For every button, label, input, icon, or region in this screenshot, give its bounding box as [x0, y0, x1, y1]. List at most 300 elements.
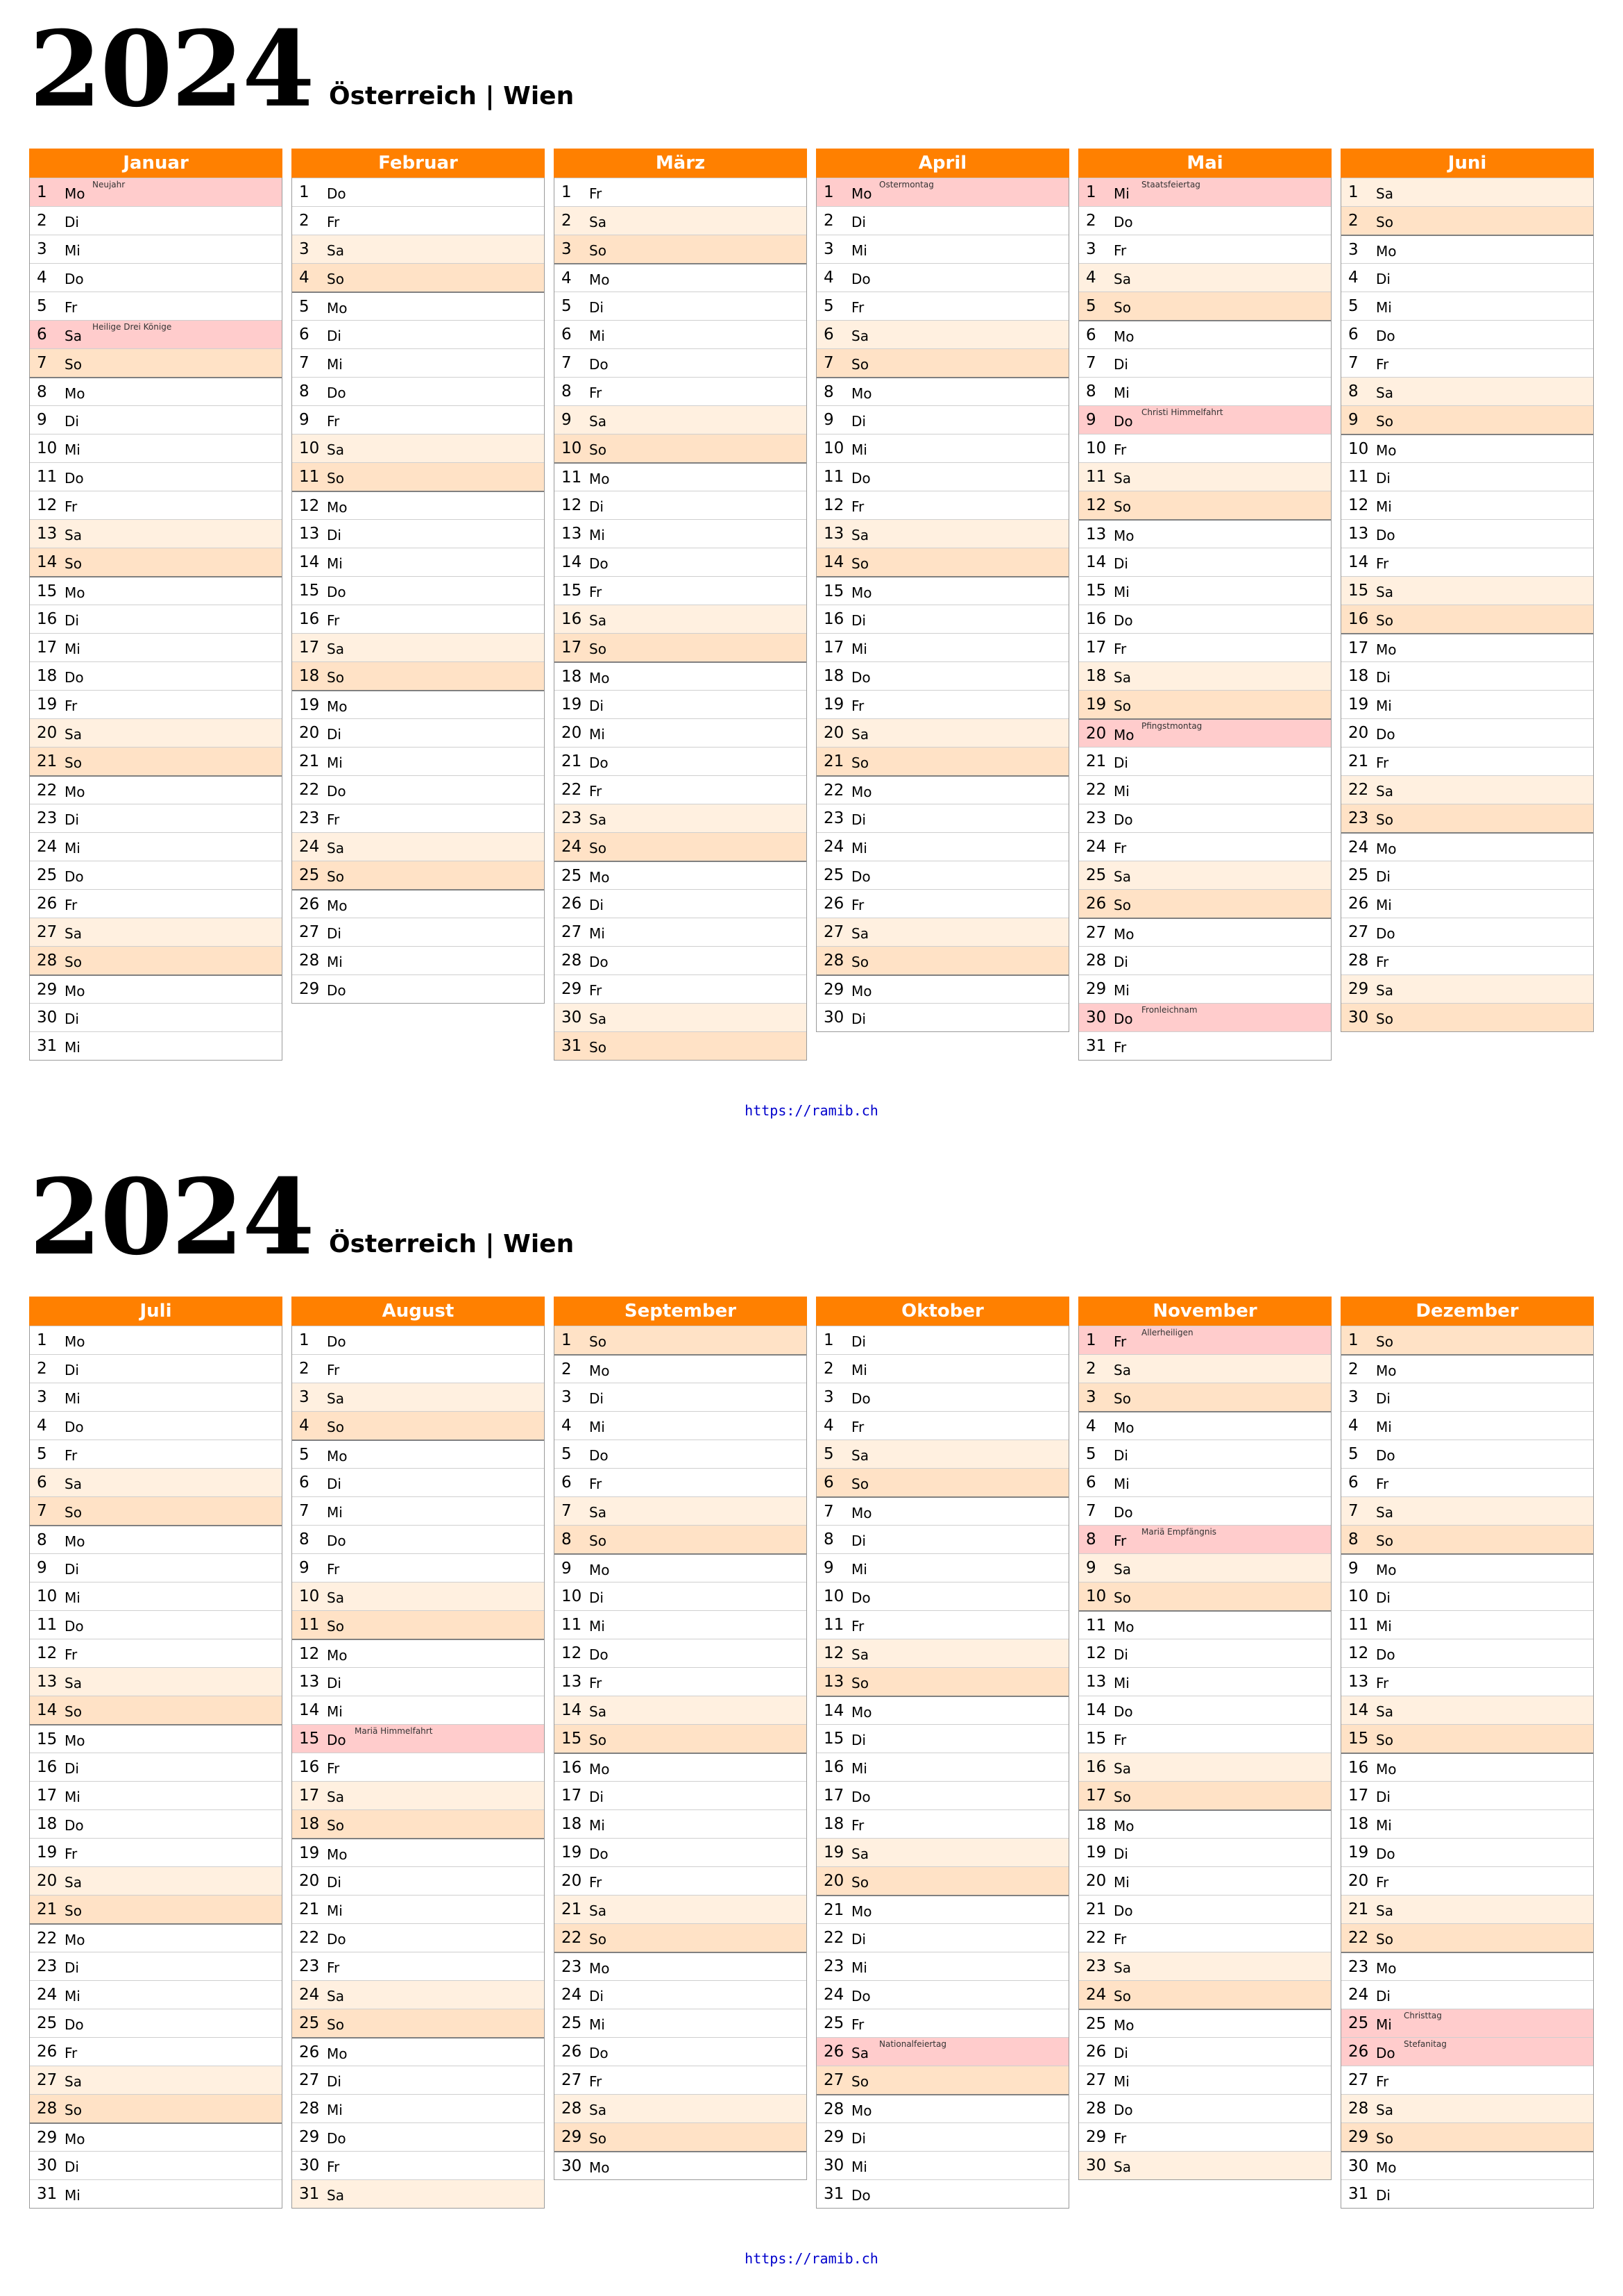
day-row [554, 1667, 806, 1696]
day-number: 27 [561, 2071, 582, 2089]
weekday-label: Fr [1376, 1675, 1389, 1691]
month-header: April [816, 149, 1069, 178]
weekday-label: Mo [1376, 641, 1397, 658]
day-number: 5 [1086, 297, 1096, 315]
day-number: 24 [299, 1986, 320, 2004]
day-number: 31 [1086, 1037, 1107, 1055]
weekday-label: Sa [65, 328, 82, 344]
day-number: 2 [37, 212, 47, 230]
day-number: 12 [1348, 1644, 1369, 1662]
day-number: 31 [37, 2185, 58, 2203]
weekday-label: Mi [589, 328, 605, 344]
weekday-label: Mo [65, 784, 85, 800]
day-number: 7 [561, 1502, 572, 1520]
day-row [30, 434, 282, 462]
day-row [292, 832, 544, 861]
weekday-label: Fr [851, 897, 865, 913]
weekday-label: Sa [65, 1675, 82, 1691]
day-number: 13 [824, 525, 844, 543]
weekday-label: Di [1114, 1846, 1128, 1862]
day-number: 17 [1348, 639, 1369, 657]
day-number: 9 [1348, 411, 1359, 429]
weekday-label: Mo [327, 300, 348, 316]
day-number: 5 [1086, 1445, 1096, 1463]
day-number: 28 [299, 952, 320, 970]
day-number: 23 [1086, 809, 1107, 827]
day-row [1079, 1952, 1331, 1980]
day-row [554, 292, 806, 320]
day-row [817, 519, 1069, 548]
day-row [1079, 861, 1331, 889]
weekday-label: Sa [851, 328, 869, 344]
day-number: 17 [37, 639, 58, 657]
day-number: 5 [824, 1445, 834, 1463]
day-list [291, 1326, 545, 2209]
month-header: Dezember [1341, 1297, 1594, 1326]
day-number: 3 [561, 240, 572, 258]
day-number: 3 [1086, 240, 1096, 258]
weekday-label: So [65, 1703, 82, 1720]
weekday-label: Mo [851, 983, 872, 999]
weekday-label: Mo [65, 1732, 85, 1749]
weekday-label: Di [327, 1476, 341, 1492]
day-row [292, 1440, 544, 1468]
month-2 [554, 149, 807, 1061]
day-number: 4 [299, 1417, 309, 1435]
day-row [554, 348, 806, 377]
month-header: Mai [1078, 149, 1332, 178]
weekday-label: So [589, 840, 606, 856]
holiday-name: Heilige Drei Könige [92, 322, 172, 332]
day-row [817, 1440, 1069, 1468]
weekday-label: Mo [65, 1333, 85, 1350]
weekday-label: Mi [65, 1589, 80, 1606]
day-row [292, 1952, 544, 1980]
day-row [1341, 1696, 1593, 1724]
day-row [1341, 405, 1593, 434]
day-row [30, 519, 282, 548]
month-4 [1078, 149, 1332, 1061]
day-number: 7 [1086, 1502, 1096, 1520]
day-number: 8 [37, 383, 47, 401]
day-number: 20 [824, 1872, 844, 1890]
day-number: 2 [37, 1360, 47, 1378]
day-number: 9 [37, 1559, 47, 1577]
day-number: 8 [1086, 382, 1096, 400]
footer-link[interactable]: https://ramib.ch [745, 2250, 878, 2267]
day-number: 24 [824, 838, 844, 856]
day-row [30, 1724, 282, 1753]
day-number: 25 [824, 866, 844, 884]
weekday-label: So [1114, 1390, 1131, 1407]
day-row [1341, 1496, 1593, 1525]
day-number: 13 [37, 1673, 58, 1691]
day-number: 11 [824, 468, 844, 486]
day-row [1341, 519, 1593, 548]
day-row [1079, 292, 1331, 320]
day-row [1341, 1582, 1593, 1610]
weekday-label: Mo [327, 698, 348, 715]
day-number: 10 [1348, 440, 1369, 458]
day-number: 25 [1086, 866, 1107, 884]
day-list [29, 178, 282, 1061]
day-number: 16 [37, 610, 58, 628]
day-number: 26 [561, 895, 582, 913]
weekday-label: Fr [65, 1646, 78, 1663]
day-row [817, 1980, 1069, 2009]
day-row [1079, 1525, 1331, 1553]
day-number: 18 [1086, 1816, 1107, 1834]
day-row [1341, 946, 1593, 974]
weekday-label: So [851, 1675, 869, 1691]
day-number: 28 [37, 952, 58, 970]
day-row [1079, 2066, 1331, 2094]
day-number: 29 [37, 2129, 58, 2147]
day-number: 26 [561, 2043, 582, 2061]
day-row [292, 2009, 544, 2037]
weekday-label: Mo [65, 385, 85, 402]
day-number: 3 [299, 240, 309, 258]
day-number: 12 [37, 496, 58, 514]
weekday-label: Mo [851, 1903, 872, 1920]
day-number: 2 [299, 212, 309, 230]
day-list [291, 178, 545, 1004]
day-row [30, 804, 282, 832]
weekday-label: Fr [1114, 1333, 1127, 1350]
weekday-label: Mi [1376, 498, 1392, 515]
weekday-label: Sa [65, 527, 82, 543]
weekday-label: Do [327, 1533, 346, 1549]
day-number: 13 [824, 1673, 844, 1691]
day-row [1079, 605, 1331, 633]
weekday-label: Di [1376, 470, 1391, 487]
day-number: 20 [1348, 724, 1369, 742]
day-row [1079, 206, 1331, 235]
day-number: 29 [561, 980, 582, 998]
weekday-label: Di [1376, 868, 1391, 885]
weekday-label: Mo [1114, 727, 1135, 743]
weekday-label: So [851, 954, 869, 970]
day-number: 14 [299, 1701, 320, 1719]
day-row [1079, 2122, 1331, 2151]
day-number: 8 [37, 1531, 47, 1549]
weekday-label: Mo [589, 471, 610, 487]
weekday-label: Mi [65, 441, 80, 458]
day-number: 18 [299, 667, 320, 685]
day-row [817, 974, 1069, 1003]
weekday-label: Di [65, 214, 79, 230]
day-row [554, 1838, 806, 1866]
weekday-label: Di [1114, 954, 1128, 970]
day-number: 9 [1348, 1560, 1359, 1578]
month-4 [1078, 1297, 1332, 2180]
weekday-label: Mi [1114, 1675, 1130, 1691]
weekday-label: So [589, 242, 606, 259]
day-row [292, 633, 544, 661]
day-number: 4 [824, 1417, 834, 1435]
day-row [554, 2037, 806, 2066]
day-number: 22 [299, 1929, 320, 1947]
day-number: 20 [824, 724, 844, 742]
day-number: 15 [37, 582, 58, 600]
day-row [1341, 1411, 1593, 1440]
day-row [292, 377, 544, 405]
day-row [1079, 1809, 1331, 1838]
day-row [554, 1411, 806, 1440]
weekday-label: Di [851, 1931, 866, 1948]
day-number: 27 [1086, 2071, 1107, 2089]
day-number: 22 [561, 1929, 582, 1947]
day-number: 18 [824, 667, 844, 685]
month-3 [816, 149, 1069, 1032]
region-subtitle: Österreich | Wien [329, 82, 575, 110]
day-row [1079, 1838, 1331, 1866]
day-number: 14 [1348, 1701, 1369, 1719]
day-number: 12 [37, 1644, 58, 1662]
day-row [554, 1553, 806, 1582]
day-row [1079, 462, 1331, 491]
day-number: 26 [299, 2043, 320, 2061]
weekday-label: Sa [589, 612, 606, 629]
day-row [30, 1809, 282, 1838]
day-number: 26 [824, 895, 844, 913]
day-row [817, 491, 1069, 519]
weekday-label: Mi [65, 1789, 80, 1805]
weekday-label: Sa [851, 925, 869, 942]
weekday-label: So [1376, 2130, 1393, 2147]
day-row [1079, 2037, 1331, 2066]
weekday-label: Fr [1114, 1533, 1127, 1549]
day-number: 5 [299, 1446, 309, 1464]
holiday-name: Fronleichnam [1141, 1005, 1198, 1015]
day-row [30, 1496, 282, 1525]
weekday-label: Mo [589, 1562, 610, 1578]
day-number: 17 [299, 639, 320, 657]
weekday-label: Mo [589, 271, 610, 288]
day-number: 31 [37, 1037, 58, 1055]
day-row [1079, 178, 1331, 206]
weekday-label: Di [1376, 1589, 1391, 1606]
day-row [292, 1496, 544, 1525]
day-row [817, 1923, 1069, 1952]
day-number: 5 [824, 297, 834, 315]
weekday-label: Sa [589, 2102, 606, 2118]
weekday-label: Di [65, 2159, 79, 2175]
weekday-label: Mo [1114, 1419, 1135, 1436]
day-row [817, 576, 1069, 605]
weekday-label: Mo [1114, 1619, 1135, 1635]
weekday-label: Di [1114, 754, 1128, 771]
day-list [1341, 178, 1594, 1032]
weekday-label: Do [327, 1931, 346, 1948]
weekday-label: Sa [1114, 271, 1131, 287]
day-number: 1 [561, 1331, 572, 1349]
day-number: 13 [1348, 1673, 1369, 1691]
day-row [554, 263, 806, 292]
weekday-label: So [327, 1419, 344, 1435]
day-number: 9 [1086, 1559, 1096, 1577]
day-row [30, 1980, 282, 2009]
day-number: 1 [299, 183, 309, 201]
weekday-label: Do [851, 868, 871, 885]
weekday-label: So [65, 954, 82, 970]
day-row [817, 1895, 1069, 1923]
day-number: 15 [561, 582, 582, 600]
weekday-label: Mo [1114, 328, 1135, 345]
day-row [30, 320, 282, 348]
day-number: 31 [1348, 2185, 1369, 2203]
day-row [30, 1866, 282, 1895]
day-row [30, 1525, 282, 1553]
day-number: 8 [1348, 1530, 1359, 1548]
weekday-label: Mo [1114, 2017, 1135, 2034]
weekday-label: Mi [851, 1959, 867, 1976]
day-number: 3 [561, 1388, 572, 1406]
day-number: 24 [37, 838, 58, 856]
day-number: 31 [561, 1037, 582, 1055]
weekday-label: Di [327, 726, 341, 743]
day-row [1341, 2037, 1593, 2066]
weekday-label: So [1376, 1931, 1393, 1948]
weekday-label: So [1376, 1333, 1393, 1350]
day-number: 16 [1086, 1758, 1107, 1776]
day-number: 4 [561, 269, 572, 287]
weekday-label: So [1376, 811, 1393, 828]
day-row [554, 2122, 806, 2151]
day-row [1341, 548, 1593, 576]
weekday-label: So [1114, 1789, 1131, 1805]
day-number: 26 [1348, 2043, 1369, 2061]
day-number: 23 [37, 809, 58, 827]
holiday-name: Allerheiligen [1141, 1328, 1193, 1337]
day-row [1341, 1895, 1593, 1923]
day-number: 3 [37, 1388, 47, 1406]
day-row [1079, 1553, 1331, 1582]
day-list [554, 178, 807, 1061]
day-number: 15 [299, 582, 320, 600]
weekday-label: Mo [1114, 1818, 1135, 1834]
day-number: 10 [1086, 439, 1107, 457]
day-row [30, 832, 282, 861]
day-row [1341, 1952, 1593, 1980]
weekday-label: Fr [589, 2073, 602, 2090]
weekday-label: Mi [851, 1362, 867, 1378]
day-row [30, 861, 282, 889]
day-row [292, 1895, 544, 1923]
day-number: 22 [1086, 1929, 1107, 1947]
day-row [554, 1639, 806, 1667]
weekday-label: Di [65, 811, 79, 828]
day-row [292, 918, 544, 946]
weekday-label: Fr [1376, 954, 1389, 970]
weekday-label: Sa [65, 1476, 82, 1492]
footer-link[interactable]: https://ramib.ch [745, 1102, 878, 1119]
day-number: 27 [824, 923, 844, 941]
weekday-label: Fr [65, 1447, 78, 1464]
day-number: 11 [824, 1616, 844, 1634]
day-number: 28 [561, 952, 582, 970]
day-number: 15 [561, 1730, 582, 1748]
weekday-label: Di [589, 1789, 604, 1805]
weekday-label: Sa [851, 726, 869, 743]
weekday-label: Fr [327, 1561, 340, 1578]
weekday-label: Fr [589, 1476, 602, 1492]
day-row [554, 889, 806, 918]
day-row [30, 2179, 282, 2208]
day-row [1341, 434, 1593, 462]
day-row [554, 2066, 806, 2094]
weekday-label: Mo [1114, 527, 1135, 544]
weekday-label: Do [65, 470, 84, 487]
day-number: 3 [299, 1388, 309, 1406]
weekday-label: Fr [1376, 1476, 1389, 1492]
day-number: 9 [299, 1559, 309, 1577]
day-number: 3 [1348, 241, 1359, 259]
day-number: 15 [824, 582, 844, 600]
weekday-label: Do [589, 2045, 609, 2061]
day-row [1341, 1639, 1593, 1667]
day-row [292, 519, 544, 548]
day-row [292, 1696, 544, 1724]
day-row [1079, 1003, 1331, 1031]
weekday-label: Sa [1114, 2159, 1131, 2175]
day-row [1341, 235, 1593, 263]
weekday-label: Di [1376, 1988, 1391, 2004]
day-number: 5 [561, 297, 572, 315]
day-number: 23 [299, 1957, 320, 1975]
day-row [554, 1696, 806, 1724]
day-number: 15 [299, 1730, 320, 1748]
day-number: 29 [37, 981, 58, 999]
weekday-label: Sa [65, 2073, 82, 2090]
weekday-label: Sa [1376, 385, 1393, 401]
day-row [1341, 1667, 1593, 1696]
day-number: 21 [1086, 1900, 1107, 1918]
day-number: 18 [1086, 667, 1107, 685]
month-0 [29, 149, 282, 1061]
day-row [292, 2151, 544, 2179]
day-row [30, 263, 282, 292]
day-number: 5 [561, 1445, 572, 1463]
weekday-label: Fr [1376, 1874, 1389, 1891]
day-row [817, 206, 1069, 235]
month-0 [29, 1297, 282, 2209]
weekday-label: So [589, 1333, 606, 1350]
day-number: 12 [561, 1644, 582, 1662]
day-row [30, 605, 282, 633]
weekday-label: Sa [1376, 1902, 1393, 1919]
day-number: 15 [824, 1730, 844, 1748]
day-number: 24 [299, 838, 320, 856]
weekday-label: Do [851, 1390, 871, 1407]
day-row [817, 1952, 1069, 1980]
weekday-label: Mo [851, 784, 872, 800]
day-row [1079, 832, 1331, 861]
day-row [292, 747, 544, 775]
day-row [292, 1553, 544, 1582]
day-row [1079, 775, 1331, 804]
day-row [1079, 1610, 1331, 1639]
weekday-label: Do [65, 868, 84, 885]
day-number: 18 [299, 1815, 320, 1833]
weekday-label: Mi [327, 356, 343, 373]
day-row [817, 1696, 1069, 1724]
weekday-label: Fr [327, 1362, 340, 1378]
month-5 [1341, 1297, 1594, 2209]
day-row [292, 974, 544, 1003]
weekday-label: Sa [589, 1011, 606, 1027]
weekday-label: Mi [327, 1902, 343, 1919]
